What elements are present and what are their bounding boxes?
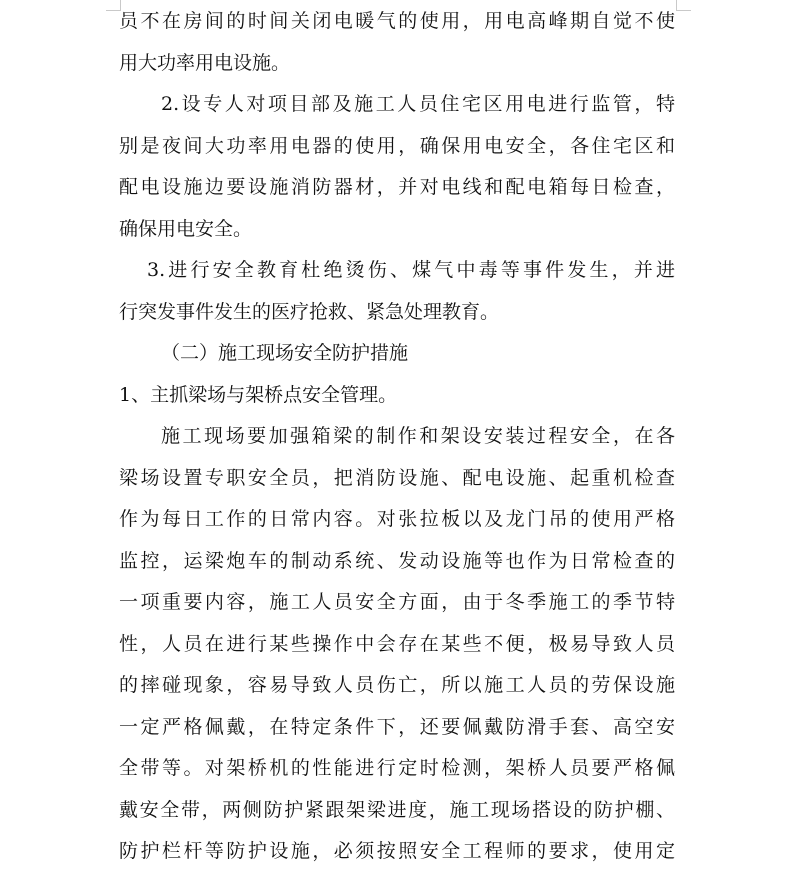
text-line: 员不在房间的时间关闭电暖气的使用，用电高峰期自觉不使 [119,10,675,32]
text-line: （二）施工现场安全防护措施 [161,342,409,364]
text-line: 确保用电安全。 [119,217,253,240]
text-line: 作为每日工作的日常内容。对张拉板以及龙门吊的使用严格 [119,508,675,530]
text-line: 1、主抓梁场与架桥点安全管理。 [119,383,398,406]
text-line: 配电设施边要设施消防器材，并对电线和配电箱每日检查， [119,176,675,198]
text-line: 梁场设置专职安全员，把消防设施、配电设施、起重机检查 [119,466,675,489]
text-line: 全带等。对架桥机的性能进行定时检测，架桥人员要严格佩 [119,757,675,779]
margin-corner-mark-right [676,0,691,11]
text-line: 3.进行安全教育杜绝烫伤、煤气中毒等事件发生，并进 [147,259,675,281]
text-line: 2.设专人对项目部及施工人员住宅区用电进行监管，特 [161,93,675,115]
text-line: 行突发事件发生的医疗抢救、紧急处理教育。 [119,300,500,323]
text-line: 别是夜间大功率用电器的使用，确保用电安全，各住宅区和 [119,134,675,157]
text-line: 性，人员在进行某些操作中会存在某些不便，极易导致人员 [119,632,675,655]
text-line: 施工现场要加强箱梁的制作和架设安装过程安全，在各 [161,425,675,447]
text-line: 防护栏杆等防护设施，必须按照安全工程师的要求，使用定 [119,840,675,862]
text-line: 监控，运梁炮车的制动系统、发动设施等也作为日常检查的 [119,549,675,572]
text-line: 的摔碰现象，容易导致人员伤亡，所以施工人员的劳保设施 [119,674,675,696]
text-line: 一项重要内容，施工人员安全方面，由于冬季施工的季节特 [119,591,675,613]
text-line: 用大功率用电设施。 [119,51,291,74]
text-line: 一定严格佩戴，在特定条件下，还要佩戴防滑手套、高空安 [119,715,675,738]
text-line: 戴安全带，两侧防护紧跟架梁进度，施工现场搭设的防护棚、 [119,798,675,821]
